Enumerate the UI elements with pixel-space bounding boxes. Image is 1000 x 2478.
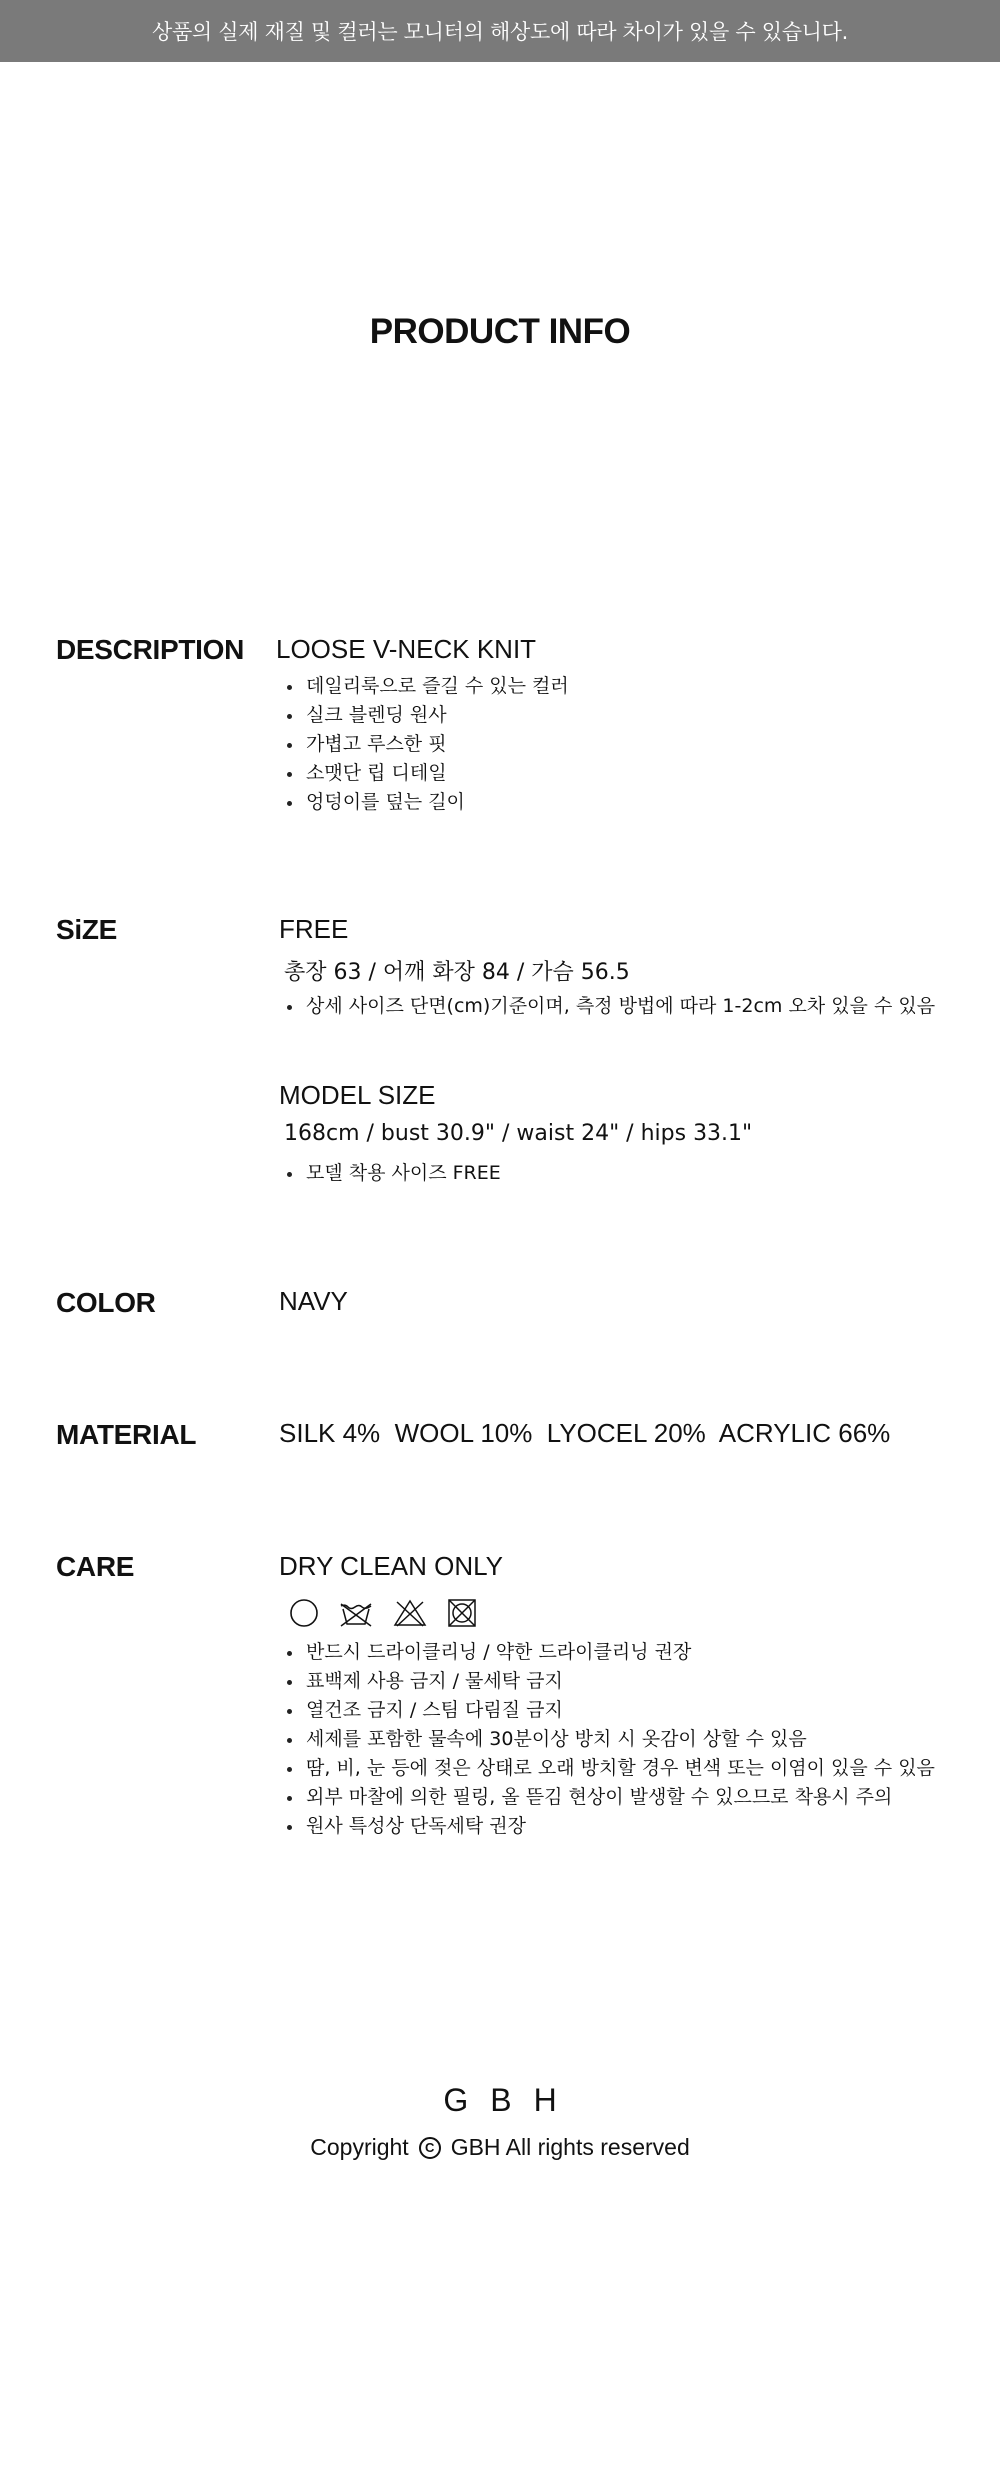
material-value: SILK 4% WOOL 10% LYOCEL 20% ACRYLIC 66% — [279, 1418, 891, 1448]
care-bullets — [284, 1638, 935, 1841]
copyright — [0, 2134, 1000, 2161]
material-label: MATERIAL — [56, 1419, 197, 1450]
notice-banner — [0, 0, 1000, 62]
size-free-heading: FREE — [279, 914, 349, 944]
model-size-heading: MODEL SIZE — [279, 1080, 436, 1110]
copyright-prefix: Copyright — [310, 2134, 409, 2160]
care-icons — [288, 1597, 478, 1629]
copyright-suffix: GBH All rights reserved — [450, 2134, 690, 2160]
list-item: 표백제 사용 금지 / 물세탁 금지 — [284, 1667, 935, 1696]
model-size-measure: 168cm / bust 30.9" / waist 24" / hips 33.1" — [284, 1121, 753, 1146]
no-bleach-icon — [392, 1597, 428, 1629]
list-item: 반드시 드라이클리닝 / 약한 드라이클리닝 권장 — [284, 1638, 935, 1667]
size-free-measure: 총장 63 / 어깨 화장 84 / 가슴 56.5 — [284, 960, 630, 985]
description-bullets — [284, 672, 569, 817]
list-item: 세제를 포함한 물속에 30분이상 방치 시 옷감이 상할 수 있음 — [284, 1725, 935, 1754]
list-item: 가볍고 루스한 핏 — [284, 730, 569, 759]
list-item: 데일리룩으로 즐길 수 있는 컬러 — [284, 672, 569, 701]
list-item: 엉덩이를 덮는 길이 — [284, 788, 569, 817]
page-title: PRODUCT INFO — [369, 312, 631, 351]
copyright-icon: C — [419, 2137, 441, 2159]
product-name: LOOSE V-NECK KNIT — [276, 634, 537, 664]
list-item: 상세 사이즈 단면(cm)기준이며, 측정 방법에 따라 1-2cm 오차 있을 수 있음 — [284, 992, 935, 1021]
list-item: 외부 마찰에 의한 필링, 올 뜯김 현상이 발생할 수 있으므로 착용시 주의 — [284, 1783, 935, 1812]
care-label: CARE — [56, 1551, 135, 1582]
brand-logo: GBH — [443, 2082, 579, 2118]
color-label: COLOR — [56, 1287, 156, 1318]
no-wash-icon — [338, 1597, 374, 1629]
list-item: 열건조 금지 / 스팀 다림질 금지 — [284, 1696, 935, 1725]
size-free-bullets — [284, 992, 935, 1021]
list-item: 모델 착용 사이즈 FREE — [284, 1159, 501, 1188]
model-size-bullets — [284, 1159, 501, 1188]
dry-clean-icon — [288, 1597, 320, 1629]
color-value: NAVY — [279, 1286, 348, 1316]
no-tumble-dry-icon — [446, 1597, 478, 1629]
description-label: DESCRIPTION — [56, 634, 245, 665]
list-item: 원사 특성상 단독세탁 권장 — [284, 1812, 935, 1841]
care-heading: DRY CLEAN ONLY — [279, 1551, 503, 1581]
list-item: 소맷단 립 디테일 — [284, 759, 569, 788]
list-item: 실크 블렌딩 원사 — [284, 701, 569, 730]
notice-text: 상품의 실제 재질 및 컬러는 모니터의 해상도에 따라 차이가 있을 수 있습니다. — [151, 20, 849, 44]
size-label: SiZE — [56, 914, 118, 945]
list-item: 땀, 비, 눈 등에 젖은 상태로 오래 방치할 경우 변색 또는 이염이 있을 수 있음 — [284, 1754, 935, 1783]
